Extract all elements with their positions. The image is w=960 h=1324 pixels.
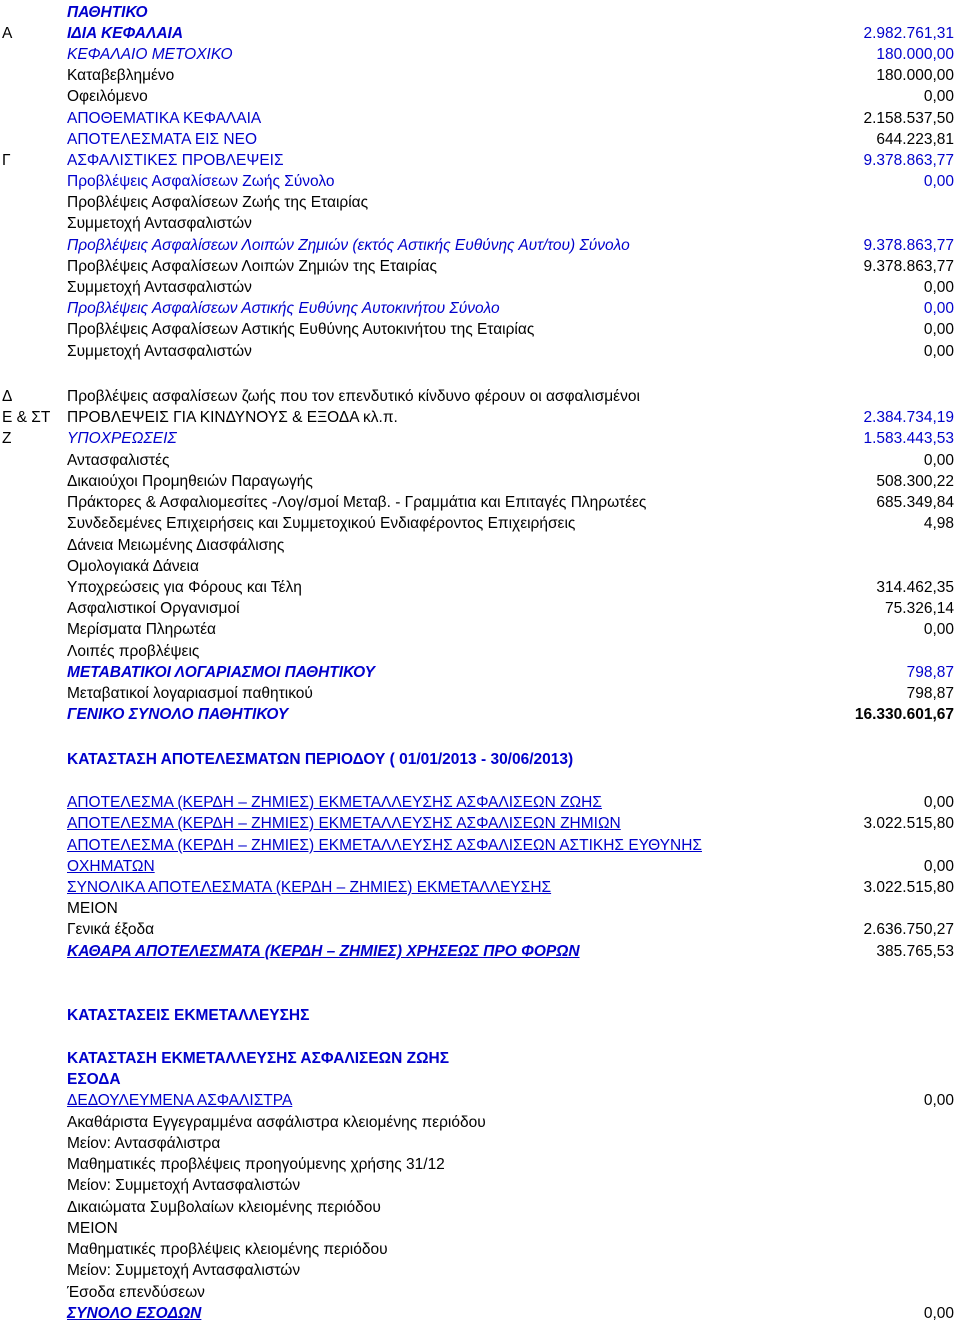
statement-row xyxy=(0,2,960,23)
row-value: 0,00 xyxy=(923,343,954,360)
row-value: 0,00 xyxy=(923,858,954,875)
row-value: 0,00 xyxy=(923,88,954,105)
row-label: ΥΠΟΧΡΕΩΣΕΙΣ xyxy=(67,430,177,447)
row-label: ΟΧΗΜΑΤΩΝ xyxy=(67,858,155,875)
row-label: ΚΑΤΑΣΤΑΣΗ ΕΚΜΕΤΑΛΛΕΥΣΗΣ ΑΣΦΑΛΙΣΕΩΝ ΖΩΗΣ xyxy=(67,1050,449,1067)
row-label: ΓΕΝΙΚΟ ΣΥΝΟΛΟ ΠΑΘΗΤΙΚΟΥ xyxy=(67,706,289,723)
row-value: 16.330.601,67 xyxy=(854,706,954,723)
statement-row xyxy=(0,319,960,340)
row-label: ΚΑΘΑΡΑ ΑΠΟΤΕΛΕΣΜΑΤΑ (ΚΕΡΔΗ – ΖΗΜΙΕΣ) ΧΡΗΣΕΩΣ ΠΡΟ ΦΟΡΩΝ xyxy=(67,943,580,960)
row-label: Προβλέψεις Ασφαλίσεων Λοιπών Ζημιών της Εταιρίας xyxy=(67,258,437,275)
statement-row xyxy=(0,171,960,192)
statement-row xyxy=(0,1303,960,1324)
row-label: ΚΑΤΑΣΤΑΣΗ ΑΠΟΤΕΛΕΣΜΑΤΩΝ ΠΕΡΙΟΔΟΥ ( 01/01/2013 - 30/06/2013) xyxy=(67,751,574,768)
row-label: Συμμετοχή Αντασφαλιστών xyxy=(67,215,252,232)
row-label: Προβλέψεις Ασφαλίσεων Ζωής Σύνολο xyxy=(67,173,335,190)
row-label: ΣΥΝΟΛΟ ΕΣΟΔΩΝ xyxy=(67,1305,202,1322)
row-label: ΑΠΟΤΕΛΕΣΜΑ (ΚΕΡΔΗ – ΖΗΜΙΕΣ) ΕΚΜΕΤΑΛΛΕΥΣΗΣ ΑΣΦΑΛΙΣΕΩΝ ΑΣΤΙΚΗΣ ΕΥΘΥΝΗΣ xyxy=(67,837,702,854)
row-value: 0,00 xyxy=(923,621,954,638)
row-label: Λοιπές προβλέψεις xyxy=(67,643,200,660)
statement-row xyxy=(0,877,960,898)
row-value: 9.378.863,77 xyxy=(863,258,954,275)
row-value: 798,87 xyxy=(906,664,954,681)
row-label: Μαθηματικές προβλέψεις κλειομένης περιόδου xyxy=(67,1241,388,1258)
row-label: ΠΑΘΗΤΙΚΟ xyxy=(67,4,148,21)
statement-row xyxy=(0,129,960,150)
row-label: Προβλέψεις Ασφαλίσεων Αστικής Ευθύνης Αυτοκινήτου Σύνολο xyxy=(67,300,500,317)
statement-row xyxy=(0,619,960,640)
row-value: 685.349,84 xyxy=(876,494,954,511)
statement-row xyxy=(0,641,960,662)
row-value: 3.022.515,80 xyxy=(863,879,954,896)
row-value: 385.765,53 xyxy=(876,943,954,960)
statement-row xyxy=(0,1175,960,1196)
row-code: Α xyxy=(2,25,13,42)
row-value: 0,00 xyxy=(923,1305,954,1322)
row-code: Ζ xyxy=(2,430,12,447)
statement-row xyxy=(0,792,960,813)
row-value: 2.982.761,31 xyxy=(863,25,954,42)
row-label: Προβλέψεις ασφαλίσεων ζωής που τον επενδυτικό κίνδυνο φέρουν οι ασφαλισμένοι xyxy=(67,388,640,405)
statement-row xyxy=(0,1197,960,1218)
row-label: ΚΑΤΑΣΤΑΣΕΙΣ ΕΚΜΕΤΑΛΛΕΥΣΗΣ xyxy=(67,1007,310,1024)
row-label: Προβλέψεις Ασφαλίσεων Λοιπών Ζημιών (εκτός Αστικής Ευθύνης Αυτ/του) Σύνολο xyxy=(67,237,630,254)
statement-row xyxy=(0,1154,960,1175)
row-label: Μείον: Συμμετοχή Αντασφαλιστών xyxy=(67,1177,301,1194)
row-label: Ασφαλιστικοί Οργανισμοί xyxy=(67,600,240,617)
row-label: Μερίσματα Πληρωτέα xyxy=(67,621,216,638)
row-label: Συμμετοχή Αντασφαλιστών xyxy=(67,343,252,360)
statement-row xyxy=(0,256,960,277)
statement-row xyxy=(0,835,960,856)
statement-row xyxy=(0,277,960,298)
statement-row xyxy=(0,1133,960,1154)
row-label: ΔΕΔΟΥΛΕΥΜΕΝΑ ΑΣΦΑΛΙΣΤΡΑ xyxy=(67,1092,293,1109)
row-label: Ομολογιακά Δάνεια xyxy=(67,558,199,575)
row-label: Υποχρεώσεις για Φόρους και Τέλη xyxy=(67,579,302,596)
row-value: 0,00 xyxy=(923,173,954,190)
statement-row xyxy=(0,1239,960,1260)
row-value: 0,00 xyxy=(923,300,954,317)
row-label: ΑΠΟΘΕΜΑΤΙΚΑ ΚΕΦΑΛΑΙΑ xyxy=(67,110,262,127)
row-value: 798,87 xyxy=(906,685,954,702)
row-label: Προβλέψεις Ασφαλίσεων Αστικής Ευθύνης Αυτοκινήτου της Εταιρίας xyxy=(67,321,535,338)
row-value: 0,00 xyxy=(923,452,954,469)
row-label: Καταβεβλημένο xyxy=(67,67,175,84)
statement-row xyxy=(0,235,960,256)
row-label: Μείον: Αντασφάλιστρα xyxy=(67,1135,221,1152)
row-label: ΑΣΦΑΛΙΣΤΙΚΕΣ ΠΡΟΒΛΕΨΕΙΣ xyxy=(67,152,284,169)
row-value: 4,98 xyxy=(923,515,954,532)
row-label: ΣΥΝΟΛΙΚΑ ΑΠΟΤΕΛΕΣΜΑΤΑ (ΚΕΡΔΗ – ΖΗΜΙΕΣ) ΕΚΜΕΤΑΛΛΕΥΣΗΣ xyxy=(67,879,552,896)
row-label: Μείον: Συμμετοχή Αντασφαλιστών xyxy=(67,1262,301,1279)
statement-row xyxy=(0,704,960,725)
row-label: Μεταβατικοί λογαριασμοί παθητικού xyxy=(67,685,313,702)
row-code: Γ xyxy=(2,152,11,169)
row-value: 0,00 xyxy=(923,1092,954,1109)
statement-row xyxy=(0,556,960,577)
statement-row xyxy=(0,856,960,877)
row-value: 644.223,81 xyxy=(876,131,954,148)
statement-row xyxy=(0,213,960,234)
statement-row xyxy=(0,341,960,362)
statement-row xyxy=(0,1282,960,1303)
row-label: Δάνεια Μειωμένης Διασφάλισης xyxy=(67,537,285,554)
statement-row xyxy=(0,919,960,940)
row-label: Οφειλόμενο xyxy=(67,88,148,105)
statement-row xyxy=(0,598,960,619)
row-label: ΑΠΟΤΕΛΕΣΜΑΤΑ ΕΙΣ ΝΕΟ xyxy=(67,131,257,148)
statement-row xyxy=(0,1260,960,1281)
statement-row xyxy=(0,813,960,834)
statement-row xyxy=(0,86,960,107)
statement-row xyxy=(0,407,960,428)
row-label: ΚΕΦΑΛΑΙΟ ΜΕΤΟΧΙΚΟ xyxy=(67,46,233,63)
row-value: 0,00 xyxy=(923,321,954,338)
row-label: Πράκτορες & Ασφαλιομεσίτες -Λογ/σμοί Μεταβ. - Γραμμάτια και Επιταγές Πληρωτέες xyxy=(67,494,647,511)
row-value: 9.378.863,77 xyxy=(863,152,954,169)
row-label: Αντασφαλιστές xyxy=(67,452,170,469)
row-value: 180.000,00 xyxy=(876,67,954,84)
statement-row xyxy=(0,192,960,213)
row-label: ΜΕΙΟΝ xyxy=(67,1220,118,1237)
row-value: 0,00 xyxy=(923,279,954,296)
row-label: ΕΣΟΔΑ xyxy=(67,1071,121,1088)
statement-row xyxy=(0,1112,960,1133)
row-label: Δικαιώματα Συμβολαίων κλειομένης περιόδου xyxy=(67,1199,381,1216)
row-label: Μαθηματικές προβλέψεις προηγούμενης χρήσης 31/12 xyxy=(67,1156,445,1173)
row-label: Συμμετοχή Αντασφαλιστών xyxy=(67,279,252,296)
statement-row xyxy=(0,450,960,471)
row-label: Δικαιούχοι Προμηθειών Παραγωγής xyxy=(67,473,313,490)
row-value: 314.462,35 xyxy=(876,579,954,596)
row-label: ΙΔΙΑ ΚΕΦΑΛΑΙΑ xyxy=(67,25,184,42)
row-value: 2.636.750,27 xyxy=(863,921,954,938)
row-label: ΜΕΙΟΝ xyxy=(67,900,118,917)
statement-row xyxy=(0,1218,960,1239)
row-value: 75.326,14 xyxy=(885,600,954,617)
statement-row xyxy=(0,898,960,919)
statement-row xyxy=(0,683,960,704)
statement-row xyxy=(0,1090,960,1111)
statement-row xyxy=(0,65,960,86)
statement-row xyxy=(0,1048,960,1069)
row-code: Ε & ΣΤ xyxy=(2,409,51,426)
row-value: 180.000,00 xyxy=(876,46,954,63)
row-value: 0,00 xyxy=(923,794,954,811)
statement-row xyxy=(0,150,960,171)
row-value: 9.378.863,77 xyxy=(863,237,954,254)
row-value: 3.022.515,80 xyxy=(863,815,954,832)
statement-row xyxy=(0,535,960,556)
statement-row xyxy=(0,1005,960,1026)
statement-row xyxy=(0,471,960,492)
statement-row xyxy=(0,492,960,513)
row-value: 508.300,22 xyxy=(876,473,954,490)
row-value: 2.384.734,19 xyxy=(863,409,954,426)
statement-row xyxy=(0,386,960,407)
statement-row xyxy=(0,108,960,129)
statement-row xyxy=(0,749,960,770)
statement-row xyxy=(0,23,960,44)
row-label: Γενικά έξοδα xyxy=(67,921,155,938)
statement-row xyxy=(0,44,960,65)
row-label: ΠΡΟΒΛΕΨΕΙΣ ΓΙΑ ΚΙΝΔΥΝΟΥΣ & ΕΞΟΔΑ κλ.π. xyxy=(67,409,398,426)
row-label: Συνδεδεμένες Επιχειρήσεις και Συμμετοχικού Ενδιαφέροντος Επιχειρήσεις xyxy=(67,515,576,532)
statement-row xyxy=(0,662,960,683)
statement-row xyxy=(0,513,960,534)
row-label: ΑΠΟΤΕΛΕΣΜΑ (ΚΕΡΔΗ – ΖΗΜΙΕΣ) ΕΚΜΕΤΑΛΛΕΥΣΗΣ ΑΣΦΑΛΙΣΕΩΝ ΖΗΜΙΩΝ xyxy=(67,815,621,832)
row-value: 2.158.537,50 xyxy=(863,110,954,127)
row-label: ΑΠΟΤΕΛΕΣΜΑ (ΚΕΡΔΗ – ΖΗΜΙΕΣ) ΕΚΜΕΤΑΛΛΕΥΣΗΣ ΑΣΦΑΛΙΣΕΩΝ ΖΩΗΣ xyxy=(67,794,602,811)
statement-row xyxy=(0,428,960,449)
row-code: Δ xyxy=(2,388,13,405)
row-label: Προβλέψεις Ασφαλίσεων Ζωής της Εταιρίας xyxy=(67,194,369,211)
row-label: Ακαθάριστα Εγγεγραμμένα ασφάλιστρα κλειομένης περιόδου xyxy=(67,1114,486,1131)
row-label: Έσοδα επενδύσεων xyxy=(67,1284,205,1301)
statement-row xyxy=(0,941,960,962)
row-label: ΜΕΤΑΒΑΤΙΚΟΙ ΛΟΓΑΡΙΑΣΜΟΙ ΠΑΘΗΤΙΚΟΥ xyxy=(67,664,375,681)
row-value: 1.583.443,53 xyxy=(863,430,954,447)
statement-row xyxy=(0,1069,960,1090)
statement-row xyxy=(0,298,960,319)
statement-row xyxy=(0,577,960,598)
